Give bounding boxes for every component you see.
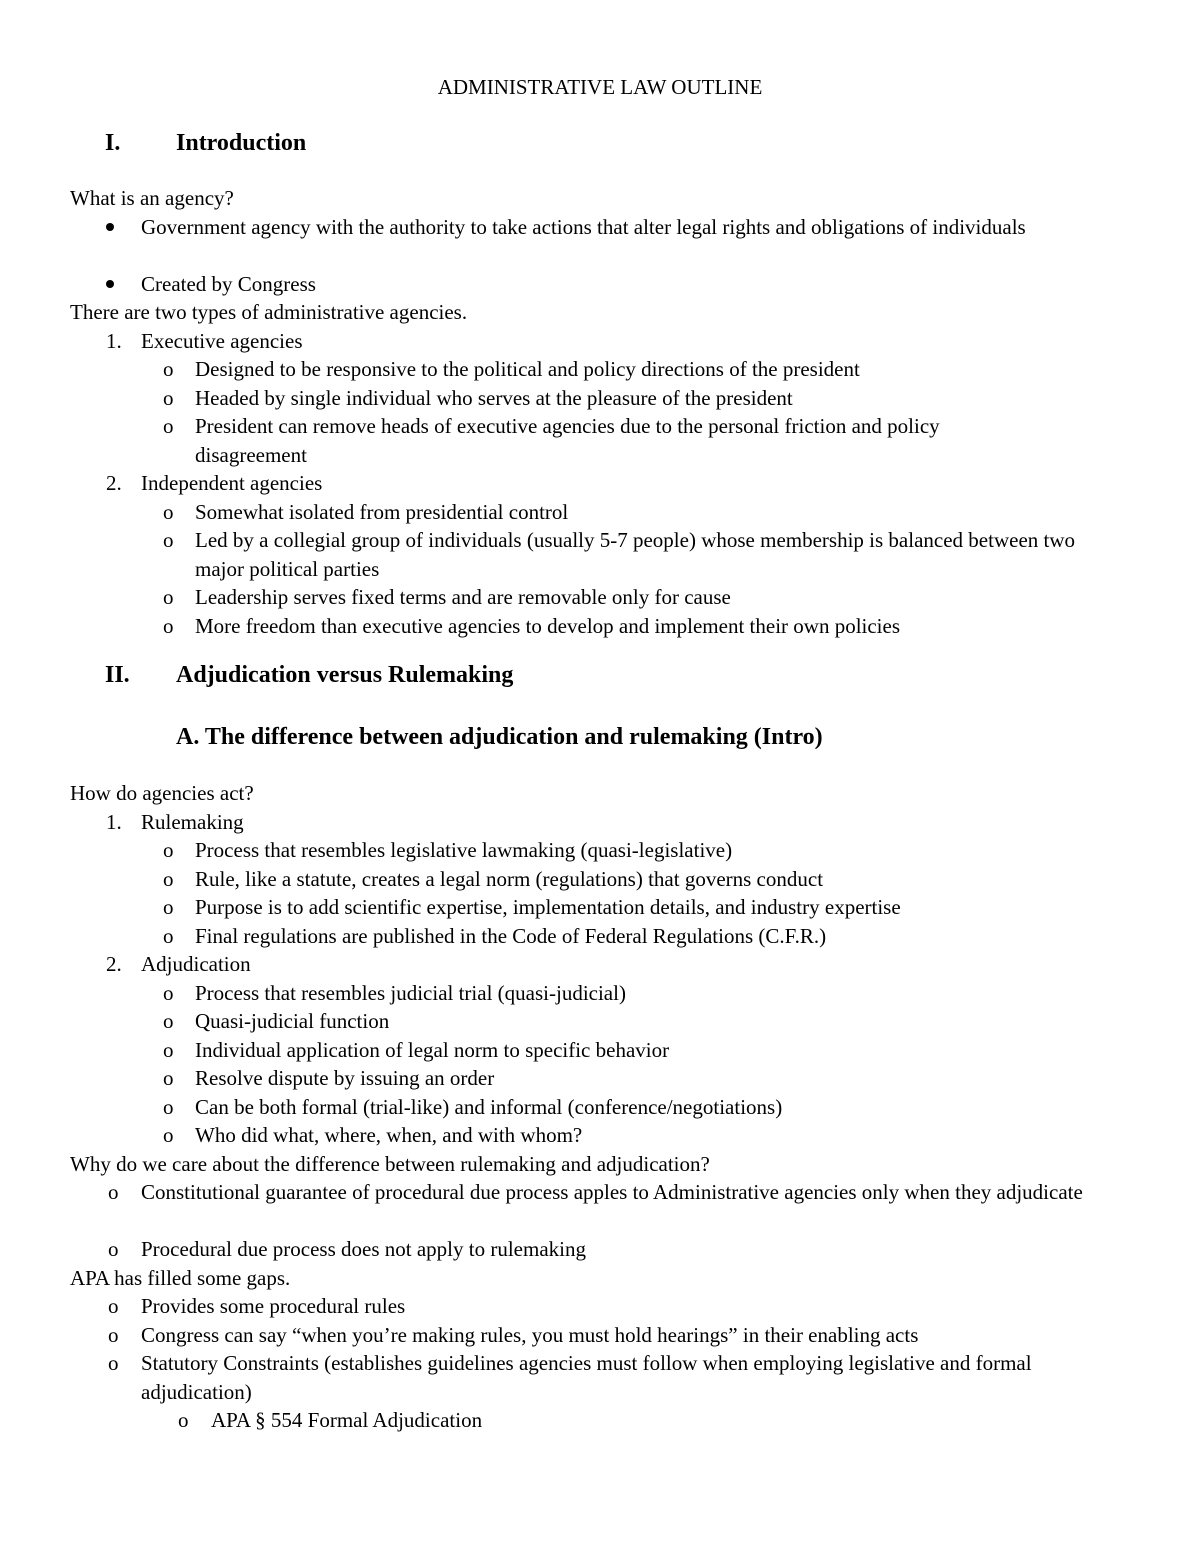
list-item-rulemaking: 1. Rulemaking: [106, 809, 244, 834]
bullet-dot: [106, 223, 114, 231]
section-1-title: Introduction: [176, 130, 307, 156]
section-2-number: II.: [105, 662, 130, 688]
section-1-body: [70, 184, 1200, 640]
sub-item: o Somewhat isolated from presidential control: [163, 499, 569, 524]
sub-item: o Process that resembles judicial trial (quasi-judicial): [163, 980, 626, 1005]
bullet-dot: [106, 280, 114, 288]
sub-item: o Led by a collegial group of individuals (usually 5-7 people) whose membership is balanced between two major political parties: [163, 528, 1076, 581]
section-1-heading: [105, 128, 306, 158]
sub-item: o Process that resembles legislative lawmaking (quasi-legislative): [163, 838, 733, 862]
sub-item: o Designed to be responsive to the political and policy directions of the president: [163, 357, 860, 381]
apa-item: o Statutory Constraints (establishes guidelines agencies must follow when employing legislative and formal adjudication): [108, 1351, 1032, 1404]
sub-item: o Can be both formal (trial-like) and informal (conference/negotiations): [163, 1094, 783, 1119]
section-2a-heading: A. The difference between adjudication and rulemaking (Intro): [176, 724, 823, 750]
care-item: o Procedural due process does not apply to rulemaking: [108, 1237, 586, 1261]
sub-item: o Quasi-judicial function: [163, 1009, 390, 1033]
apa-intro: APA has filled some gaps.: [70, 1265, 291, 1290]
care-question: Why do we care about the difference between rulemaking and adjudication?: [70, 1151, 710, 1176]
list-item-executive: 1. Executive agencies: [106, 328, 303, 353]
section-2-heading: [105, 660, 513, 690]
sub-item: o President can remove heads of executive agencies due to the personal friction and policy disagreement: [163, 414, 940, 467]
section-2-title: Adjudication versus Rulemaking: [176, 662, 514, 688]
sub-item: o Who did what, where, when, and with whom?: [163, 1123, 583, 1147]
types-intro: There are two types of administrative agencies.: [70, 300, 468, 324]
apa-item: o Congress can say “when you’re making rules, you must hold hearings” in their enabling acts: [108, 1322, 919, 1347]
sub-item: o Purpose is to add scientific expertise, implementation details, and industry expertise: [163, 895, 901, 919]
document-title: ADMINISTRATIVE LAW OUTLINE: [437, 75, 763, 99]
sub-item: o Final regulations are published in the Code of Federal Regulations (C.F.R.): [163, 923, 827, 948]
sub-item: o Leadership serves fixed terms and are removable only for cause: [163, 585, 731, 609]
sub-item: o Individual application of legal norm to specific behavior: [163, 1037, 670, 1062]
sub-item: o More freedom than executive agencies to develop and implement their own policies: [163, 613, 901, 638]
sub-item: o Rule, like a statute, creates a legal norm (regulations) that governs conduct: [163, 866, 824, 891]
apa-sub-item: o APA § 554 Formal Adjudication: [178, 1408, 483, 1432]
sub-item: o Headed by single individual who serves at the pleasure of the president: [163, 385, 793, 410]
sub-item: o Resolve dispute by issuing an order: [163, 1066, 495, 1090]
bullet-item: Created by Congress: [70, 270, 1200, 299]
apa-item: o Provides some procedural rules: [108, 1294, 406, 1318]
list-item-adjudication: 2. Adjudication: [106, 952, 251, 976]
section-2-body: [70, 779, 1200, 1435]
list-item-independent: 2. Independent agencies: [106, 471, 323, 495]
agency-question: What is an agency?: [70, 186, 234, 210]
section-1-number: I.: [105, 130, 121, 156]
act-question: How do agencies act?: [70, 781, 254, 805]
care-item: o Constitutional guarantee of procedural due process apples to Administrative agencies only when they adjudicate: [108, 1180, 1083, 1204]
bullet-item: Government agency with the authority to take actions that alter legal rights and obligations of individuals: [70, 213, 1200, 270]
